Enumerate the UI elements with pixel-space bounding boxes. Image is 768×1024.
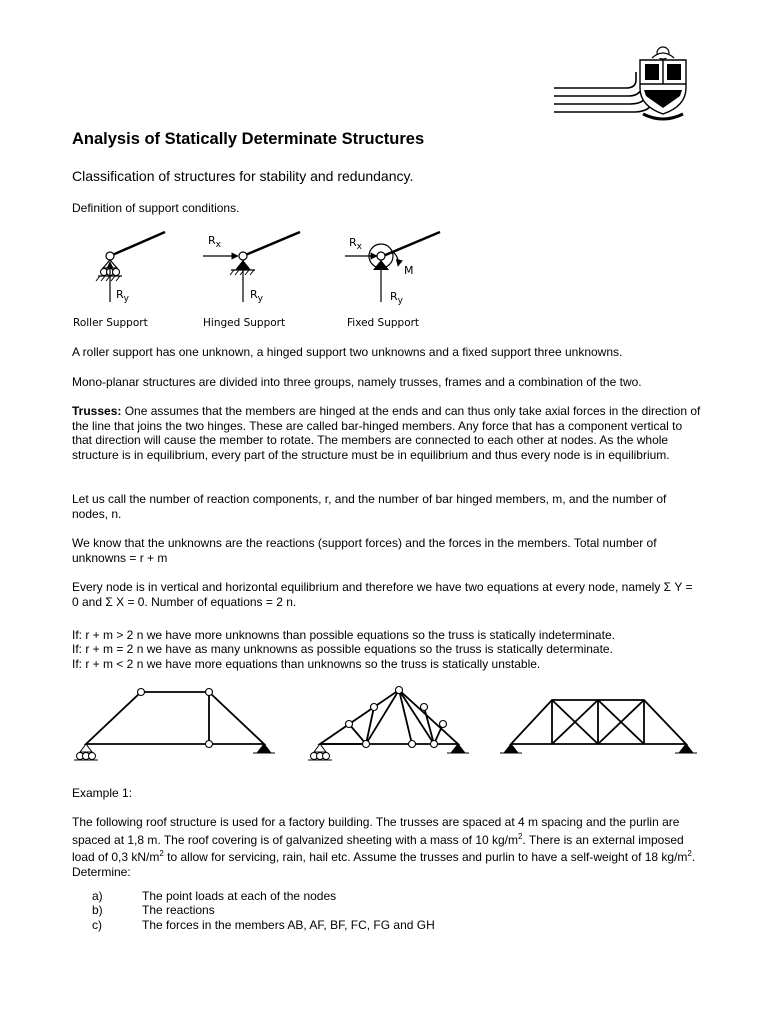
notation-paragraph: Let us call the number of reaction components, r, and the number of bar hinged members, m, and the number of nodes, n. [72,492,667,521]
condition-determinate: If: r + m = 2 n we have as many unknowns as possible equations so the truss is statically determinate. [72,642,613,656]
fixed-rx-label: $R_x$ [349,236,362,252]
example-heading: Example 1: [72,786,133,800]
roller-support-caption: Roller Support [73,317,148,329]
truss-examples-diagram [66,682,706,772]
mono-planar-paragraph: Mono-planar structures are divided into three groups, namely trusses, frames and a combination of the two. [72,375,642,389]
list-item: b) The reactions [92,903,215,917]
condition-indeterminate: If: r + m > 2 n we have more unknowns than possible equations so the truss is statically indeterminate. [72,628,615,642]
hinged-support-caption: Hinged Support [203,317,286,329]
support-definition-intro: Definition of support conditions. [72,201,240,215]
university-logo [548,44,698,119]
example-description: The following roof structure is used for a factory building. The trusses are spaced at 4 m spacing and the purlin are spaced at 1,8 m. The roof covering is of galvanized sheeting with a mass of 10 $kg/m^2$. There is an external imposed load of 0,3 $kN/m^2$ to allow for servicing, rain, hail etc. Assume the trusses and purlin to have a self-weight of 18 $kg/m^2$. Determine: [72,815,696,879]
support-conditions-diagram [60,222,460,334]
trusses-label: Trusses: [72,404,122,418]
trusses-paragraph [72,404,702,462]
condition-unstable: If: r + m < 2 n we have more equations than unknowns so the truss is statically unstable. [72,657,541,671]
fixed-moment-label: M [404,264,414,277]
fixed-support-caption: Fixed Support [347,317,420,329]
page-title: Analysis of Statically Determinate Structures [72,130,425,148]
list-item: c) The forces in the members AB, AF, BF, FC, FG and GH [92,918,435,932]
trusses-text: One assumes that the members are hinged at the ends and can thus only take axial forces in the direction of the line that joins the two hinges. These are called bar-hinged members. Any force that has a component vertical to that direction will cause the member to rotate. The members are connected to each other at nodes. As the whole structure is in equilibrium, every part of the structure must be in equilibrium and thus every node is in equilibrium. [72,404,701,462]
roller-support [96,232,165,302]
hinged-rx-label: $R_x$ [208,234,221,250]
unknowns-paragraph: A roller support has one unknown, a hinged support two unknowns and a fixed support three unknowns. [72,345,623,359]
fixed-ry-label: $R_y$ [390,290,403,306]
equations-paragraph: Every node is in vertical and horizontal equilibrium and therefore we have two equations at every node, namely Σ Y = 0 and Σ X = 0. Number of equations = 2 n. [72,580,693,609]
hinged-ry-label: $R_y$ [250,288,263,304]
page-subtitle: Classification of structures for stability and redundancy. [72,168,414,184]
roller-ry-label: $R_y$ [116,288,129,304]
unknowns-total-paragraph: We know that the unknowns are the reactions (support forces) and the forces in the members. Total number of unknowns = r + m [72,536,657,565]
list-item: a) The point loads at each of the nodes [92,889,337,903]
